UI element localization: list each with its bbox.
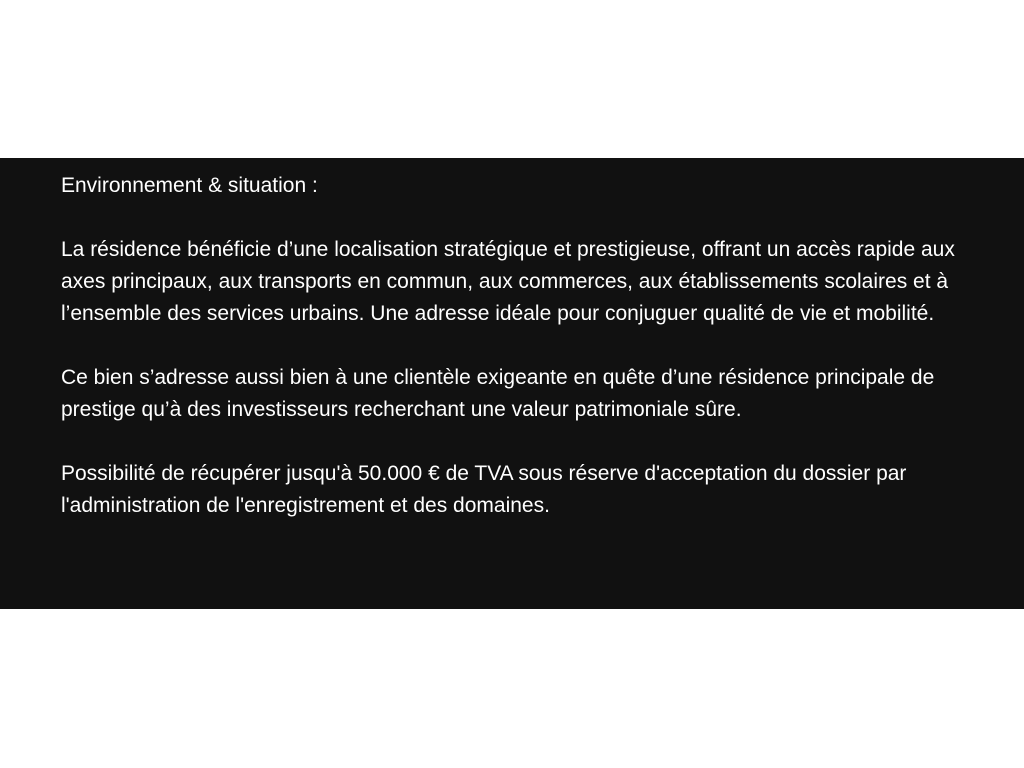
paragraph-location: La résidence bénéficie d’une localisation stratégique et prestigieuse, offrant un accès rapide aux axes principaux, aux transports en commun, aux commerces, aux établissements scolaires et à l’ensemble des services urbains. Une adresse idéale pour conjuguer qualité de vie et mobilité. — [61, 238, 955, 325]
description-panel — [0, 158, 1024, 609]
paragraph-audience: Ce bien s’adresse aussi bien à une clientèle exigeante en quête d’une résidence principale de prestige qu’à des investisseurs recherchant une valeur patrimoniale sûre. — [61, 366, 935, 421]
paragraph-vat: Possibilité de récupérer jusqu'à 50.000 € de TVA sous réserve d'acceptation du dossier par l'administration de l'enregistrement et des domaines. — [61, 462, 907, 517]
section-heading: Environnement & situation : — [61, 174, 318, 197]
